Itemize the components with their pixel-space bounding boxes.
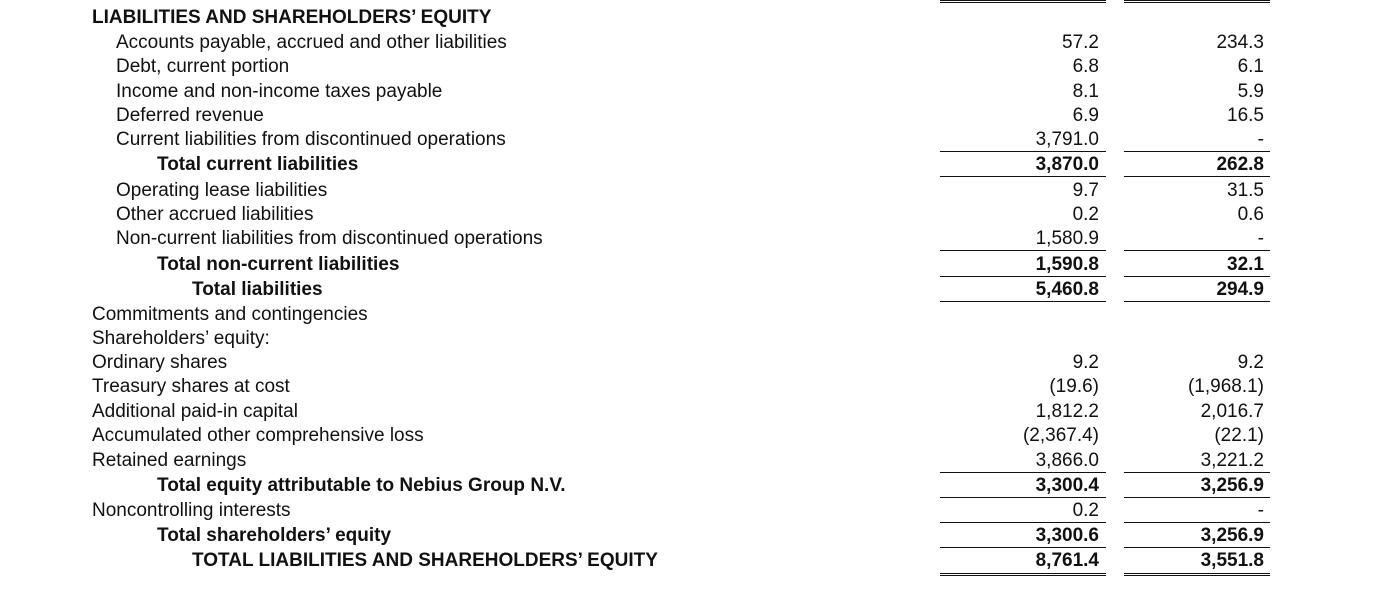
table-row — [0, 104, 1384, 128]
subtotal-row — [0, 474, 1384, 498]
table-row — [0, 303, 1384, 327]
subtotal-row — [0, 524, 1384, 548]
row-label: Retained earnings — [92, 450, 247, 471]
value-current: 57.2 — [1062, 32, 1099, 53]
value-prior: - — [1124, 128, 1270, 152]
value-current: 3,300.4 — [940, 474, 1106, 498]
section-heading-row — [0, 6, 1384, 30]
row-label: Commitments and contingencies — [92, 304, 368, 325]
value-current: (19.6) — [1049, 376, 1099, 397]
value-prior: (1,968.1) — [1187, 376, 1264, 397]
grand-total-row — [0, 549, 1384, 576]
value-current: 0.2 — [1072, 204, 1099, 225]
row-label: Noncontrolling interests — [92, 500, 291, 521]
table-row — [0, 31, 1384, 55]
value-prior: 3,256.9 — [1124, 474, 1270, 498]
value-prior: 3,221.2 — [1124, 449, 1270, 473]
value-prior: 16.5 — [1227, 105, 1264, 126]
value-current: 3,866.0 — [940, 449, 1106, 473]
row-label: TOTAL LIABILITIES AND SHAREHOLDERS’ EQUITY — [192, 550, 658, 571]
value-current: 3,870.0 — [940, 153, 1106, 177]
row-label: Total shareholders’ equity — [157, 525, 392, 546]
value-prior: 5.9 — [1237, 81, 1264, 102]
value-prior: 3,551.8 — [1124, 549, 1270, 576]
table-row — [0, 80, 1384, 104]
value-prior: 9.2 — [1237, 352, 1264, 373]
row-label: Non-current liabilities from discontinued operations — [116, 228, 543, 249]
subtotal-row — [0, 253, 1384, 277]
row-label: Income and non-income taxes payable — [116, 81, 443, 102]
row-label: Current liabilities from discontinued operations — [116, 129, 506, 150]
value-prior: 294.9 — [1124, 278, 1270, 302]
row-label: Additional paid-in capital — [92, 401, 298, 422]
table-row — [0, 227, 1384, 251]
row-label: Total equity attributable to Nebius Group N.V. — [157, 475, 566, 496]
table-row — [0, 351, 1384, 375]
table-row — [0, 203, 1384, 227]
row-label: Ordinary shares — [92, 352, 228, 373]
value-current: 1,812.2 — [1035, 401, 1099, 422]
value-prior: - — [1124, 227, 1270, 251]
row-label: Operating lease liabilities — [116, 180, 328, 201]
table-row — [0, 179, 1384, 203]
value-current: 6.8 — [1072, 56, 1099, 77]
row-label: Shareholders’ equity: — [92, 328, 270, 349]
value-current: 3,300.6 — [940, 524, 1106, 548]
table-row — [0, 499, 1384, 523]
table-row — [0, 55, 1384, 79]
row-label: Total non-current liabilities — [157, 254, 400, 275]
table-row — [0, 128, 1384, 152]
value-current: 9.2 — [1072, 352, 1099, 373]
total-row — [0, 278, 1384, 302]
value-current: 0.2 — [940, 499, 1106, 523]
row-label: Total liabilities — [192, 279, 323, 300]
row-label: Deferred revenue — [116, 105, 264, 126]
value-current: 5,460.8 — [940, 278, 1106, 302]
value-current: 1,590.8 — [940, 253, 1106, 277]
row-label: Other accrued liabilities — [116, 204, 314, 225]
row-label: Accounts payable, accrued and other liabilities — [116, 32, 507, 53]
table-row — [0, 375, 1384, 399]
value-prior: 262.8 — [1124, 153, 1270, 177]
column-1-top-rule — [940, 0, 1106, 3]
table-row — [0, 449, 1384, 473]
value-prior: (22.1) — [1214, 425, 1264, 446]
value-prior: 234.3 — [1216, 32, 1264, 53]
row-label: Treasury shares at cost — [92, 376, 290, 397]
row-label: Total current liabilities — [157, 154, 359, 175]
value-prior: - — [1124, 499, 1270, 523]
value-prior: 2,016.7 — [1200, 401, 1264, 422]
row-label: Debt, current portion — [116, 56, 290, 77]
value-prior: 32.1 — [1124, 253, 1270, 277]
value-current: 8,761.4 — [940, 549, 1106, 576]
column-2-top-rule — [1124, 0, 1270, 3]
value-prior: 31.5 — [1227, 180, 1264, 201]
subtotal-row — [0, 153, 1384, 177]
value-current: 6.9 — [1072, 105, 1099, 126]
section-heading: LIABILITIES AND SHAREHOLDERS’ EQUITY — [92, 7, 492, 28]
value-prior: 6.1 — [1237, 56, 1264, 77]
value-current: 1,580.9 — [940, 227, 1106, 251]
table-row — [0, 424, 1384, 448]
value-prior: 3,256.9 — [1124, 524, 1270, 548]
table-row — [0, 400, 1384, 424]
value-current: 8.1 — [1072, 81, 1099, 102]
value-current: (2,367.4) — [1022, 425, 1099, 446]
value-current: 9.7 — [1072, 180, 1099, 201]
row-label: Accumulated other comprehensive loss — [92, 425, 424, 446]
value-current: 3,791.0 — [940, 128, 1106, 152]
value-prior: 0.6 — [1237, 204, 1264, 225]
table-row — [0, 327, 1384, 351]
